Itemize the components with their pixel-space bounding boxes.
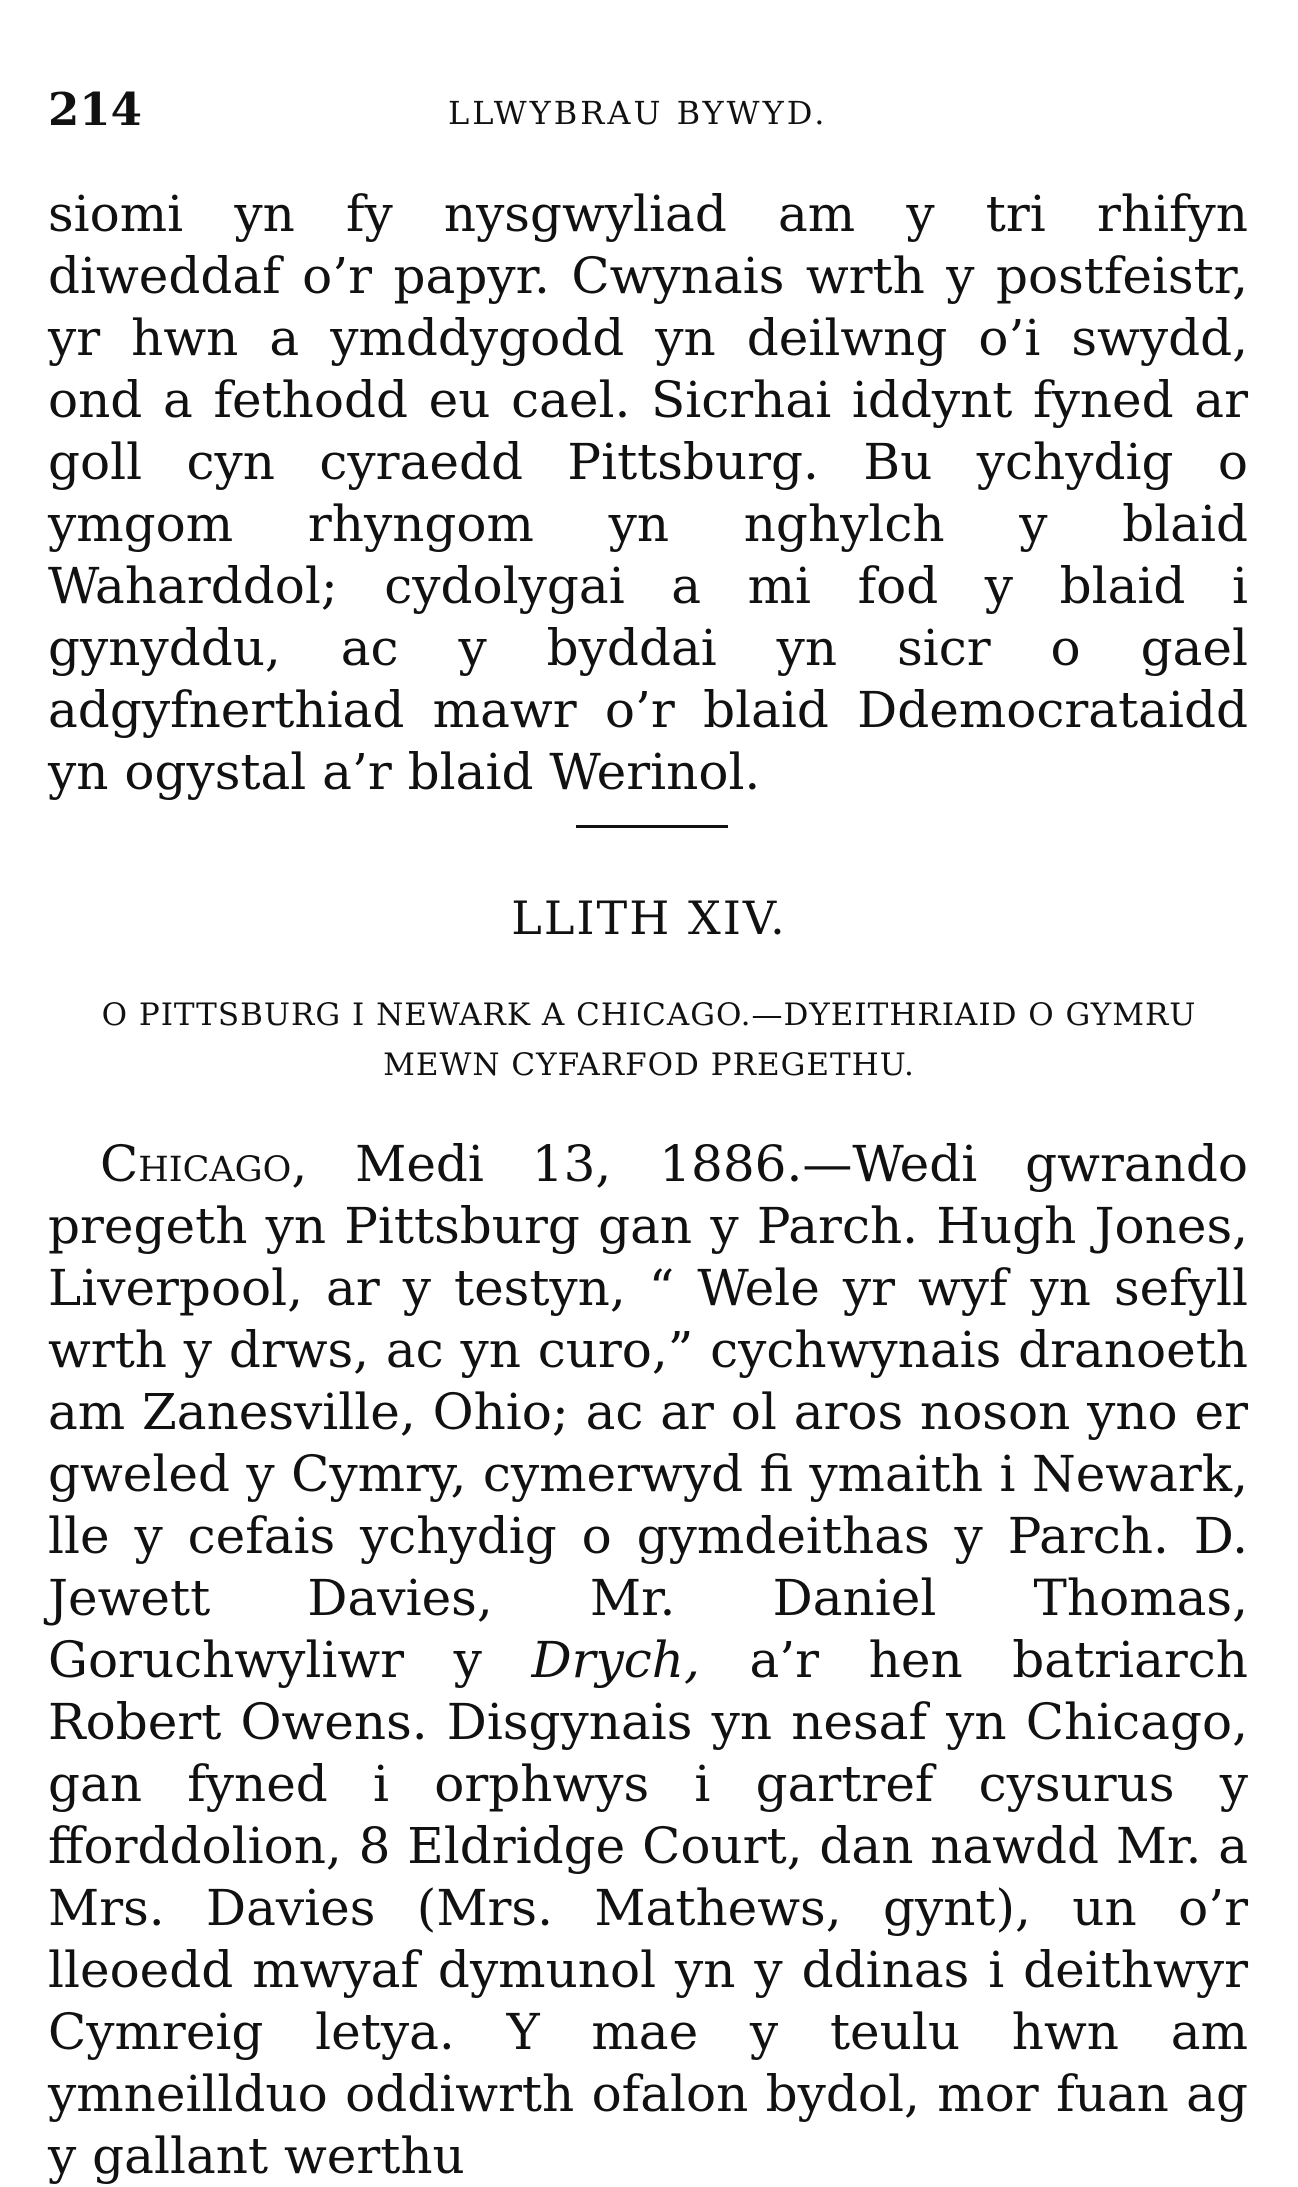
- running-title: LLWYBRAU BYWYD.: [448, 94, 828, 132]
- newspaper-title: Drych,: [531, 1631, 700, 1689]
- section-divider: [576, 825, 728, 828]
- page-number: 214: [48, 83, 142, 136]
- running-head: [48, 80, 1250, 140]
- paragraph-text-part-1: Medi 13, 1886.—Wedi gwrando pregeth yn Pittsburg gan y Parch. Hugh Jones, Liverpool, ar y testyn, “ Wele yr wyf yn sefyll wrth y drws, ac yn curo,” cychwynais dranoeth am Zanesville, Ohio; ac ar ol aros noson yno er gweled y Cymry, cymerwyd fi ymaith i Newark, lle y cefais ychydig o gymdeithas y Parch. D. Jewett Davies, Mr. Daniel Thomas, Goruchwyliwr y: [48, 1135, 1248, 1689]
- dateline-place: Chicago,: [100, 1135, 308, 1193]
- paragraph-letter-opening: [48, 1133, 1248, 2187]
- chapter-subtitle: O PITTSBURG I NEWARK A CHICAGO.—DYEITHRIAID O GYMRU MEWN CYFARFOD PREGETHU.: [101, 997, 1197, 1083]
- paragraph-text-part-2: a’r hen batriarch Robert Owens. Disgynais yn nesaf yn Chicago, gan fyned i orphwys i gartref cysurus y fforddolion, 8 Eldridge Court, dan nawdd Mr. a Mrs. Davies (Mrs. Mathews, gynt), un o’r lleoedd mwyaf dymunol yn y ddinas i deithwyr Cymreig letya. Y mae y teulu hwn am ymneillduo oddiwrth ofalon bydol, mor fuan ag y gallant werthu: [48, 1631, 1248, 2185]
- chapter-title: LLITH XIV.: [511, 891, 787, 945]
- paragraph-continued: siomi yn fy nysgwyliad am y tri rhifyn diweddaf o’r papyr. Cwynais wrth y postfeistr, yr hwn a ymddygodd yn deilwng o’i swydd, ond a fethodd eu cael. Sicrhai iddynt fyned ar goll cyn cyraedd Pittsburg. Bu ychydig o ymgom rhyngom yn nghylch y blaid Waharddol; cydolygai a mi fod y blaid i gynyddu, ac y byddai yn sicr o gael adgyfnerthiad mawr o’r blaid Ddemocrataidd yn ogystal a’r blaid Werinol.: [48, 185, 1248, 801]
